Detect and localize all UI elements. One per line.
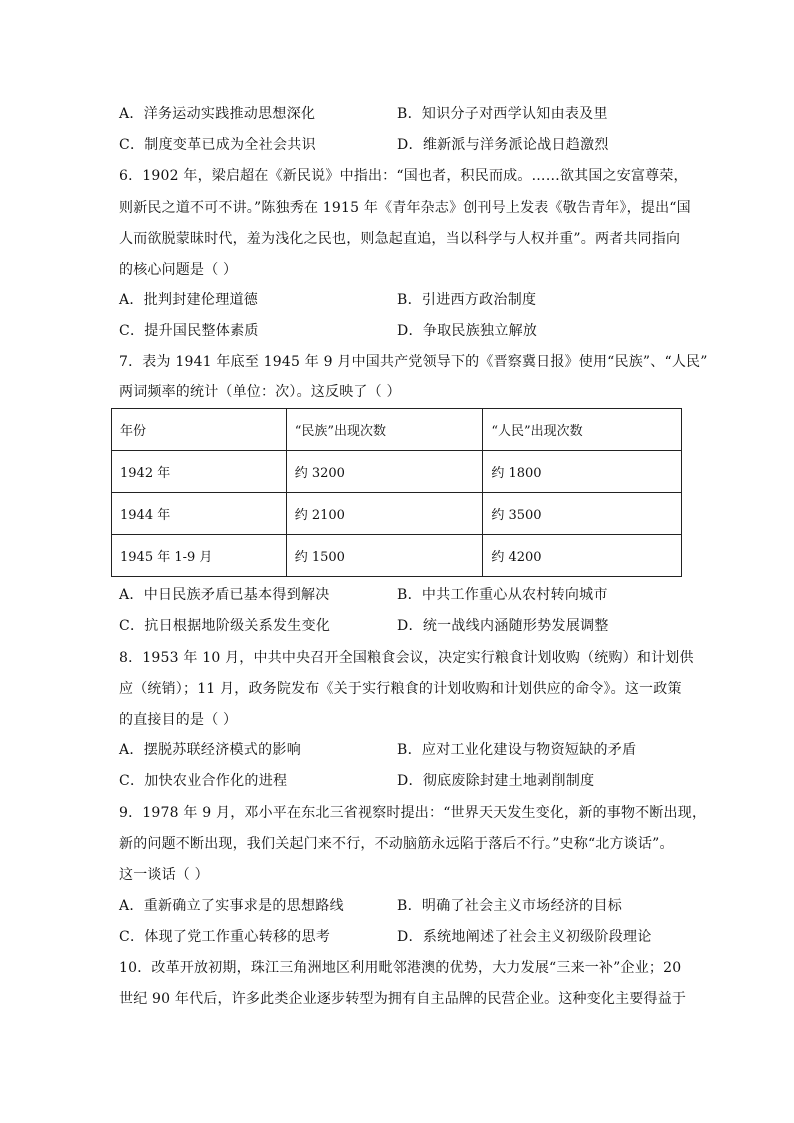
q7-stem-line-1: 7．表为 1941 年底至 1945 年 9 月中国共产党领导下的《晋察冀日报》使用“民族”、“人民” [119,354,708,370]
q8-option-c[interactable]: C．加快农业合作化的进程 [119,773,288,789]
table-header-minzu: “民族”出现次数 [286,409,483,451]
q7-frequency-table [111,408,682,577]
q5-option-d[interactable]: D．维新派与洋务派论战日趋激烈 [397,137,609,153]
table-header-renmin: “人民”出现次数 [483,409,682,451]
table-row [112,493,682,535]
table-cell: 约 3500 [483,493,682,535]
q8-option-d[interactable]: D．彻底废除封建土地剥削制度 [397,773,595,789]
table-cell: 1944 年 [112,493,287,535]
q8-option-a[interactable]: A．摆脱苏联经济模式的影响 [119,742,302,758]
q8-stem-line-1: 8．1953 年 10 月，中共中央召开全国粮食会议，决定实行粮食计划收购（统购）和计划供 [119,650,694,666]
q8-option-b[interactable]: B．应对工业化建设与物资短缺的矛盾 [397,742,637,758]
table-cell: 约 2100 [286,493,483,535]
table-cell: 约 1500 [286,535,483,577]
q7-option-c[interactable]: C．抗日根据地阶级关系发生变化 [119,618,331,634]
q9-option-c[interactable]: C．体现了党工作重心转移的思考 [119,929,331,945]
table-cell: 约 1800 [483,451,682,493]
q9-stem-line-2: 新的问题不断出现，我们关起门来不行，不动脑筋永远陷于落后不行。”史称“北方谈话”。 [119,836,674,852]
q6-option-d[interactable]: D．争取民族独立解放 [397,323,538,339]
q10-stem-line-2: 世纪 90 年代后，许多此类企业逐步转型为拥有自主品牌的民营企业。这种变化主要得益于 [119,991,687,1007]
q6-stem-line-2: 则新民之道不可不讲。”陈独秀在 1915 年《青年杂志》创刊号上发表《敬告青年》，提出“国 [119,200,691,216]
q5-option-a[interactable]: A．洋务运动实践推动思想深化 [119,106,316,122]
q7-option-d[interactable]: D．统一战线内涵随形势发展调整 [397,618,609,634]
table-header-year: 年份 [112,409,287,451]
table-row [112,451,682,493]
q9-option-d[interactable]: D．系统地阐述了社会主义初级阶段理论 [397,929,652,945]
table-header-row [112,409,682,451]
q9-stem-line-3: 这一谈话（ ） [119,867,209,883]
q7-stem-line-2: 两词频率的统计（单位：次）。这反映了（ ） [119,384,401,400]
q6-stem-line-3: 人而欲脱蒙昧时代，羞为浅化之民也，则急起直追，当以科学与人权并重”。两者共同指向 [119,231,681,247]
q9-option-b[interactable]: B．明确了社会主义市场经济的目标 [397,898,623,914]
q6-option-c[interactable]: C．提升国民整体素质 [119,323,259,339]
table-cell: 约 4200 [483,535,682,577]
q8-stem-line-3: 的直接目的是（ ） [119,712,238,728]
q6-option-b[interactable]: B．引进西方政治制度 [397,292,537,308]
table-cell: 1942 年 [112,451,287,493]
q9-stem-line-1: 9．1978 年 9 月，邓小平在东北三省视察时提出：“世界天天发生变化，新的事物不断出现， [119,805,707,821]
table-row [112,535,682,577]
q5-option-c[interactable]: C．制度变革已成为全社会共识 [119,137,316,153]
q8-stem-line-2: 应（统销）；11 月，政务院发布《关于实行粮食的计划收购和计划供应的命令》。这一政策 [119,681,682,697]
q10-stem-line-1: 10．改革开放初期，珠江三角洲地区利用毗邻港澳的优势，大力发展“三来一补”企业；20 [119,960,682,976]
table-cell: 1945 年 1-9 月 [112,535,287,577]
q9-option-a[interactable]: A．重新确立了实事求是的思想路线 [119,898,344,914]
q5-option-b[interactable]: B．知识分子对西学认知由表及里 [397,106,608,122]
q6-stem-line-4: 的核心问题是（ ） [119,262,238,278]
q6-stem-line-1: 6．1902 年，梁启超在《新民说》中指出：“国也者，积民而成。……欲其国之安富尊荣， [119,168,688,184]
table-cell: 约 3200 [286,451,483,493]
q6-option-a[interactable]: A．批判封建伦理道德 [119,292,259,308]
q7-option-a[interactable]: A．中日民族矛盾已基本得到解决 [119,587,330,603]
q7-option-b[interactable]: B．中共工作重心从农村转向城市 [397,587,608,603]
